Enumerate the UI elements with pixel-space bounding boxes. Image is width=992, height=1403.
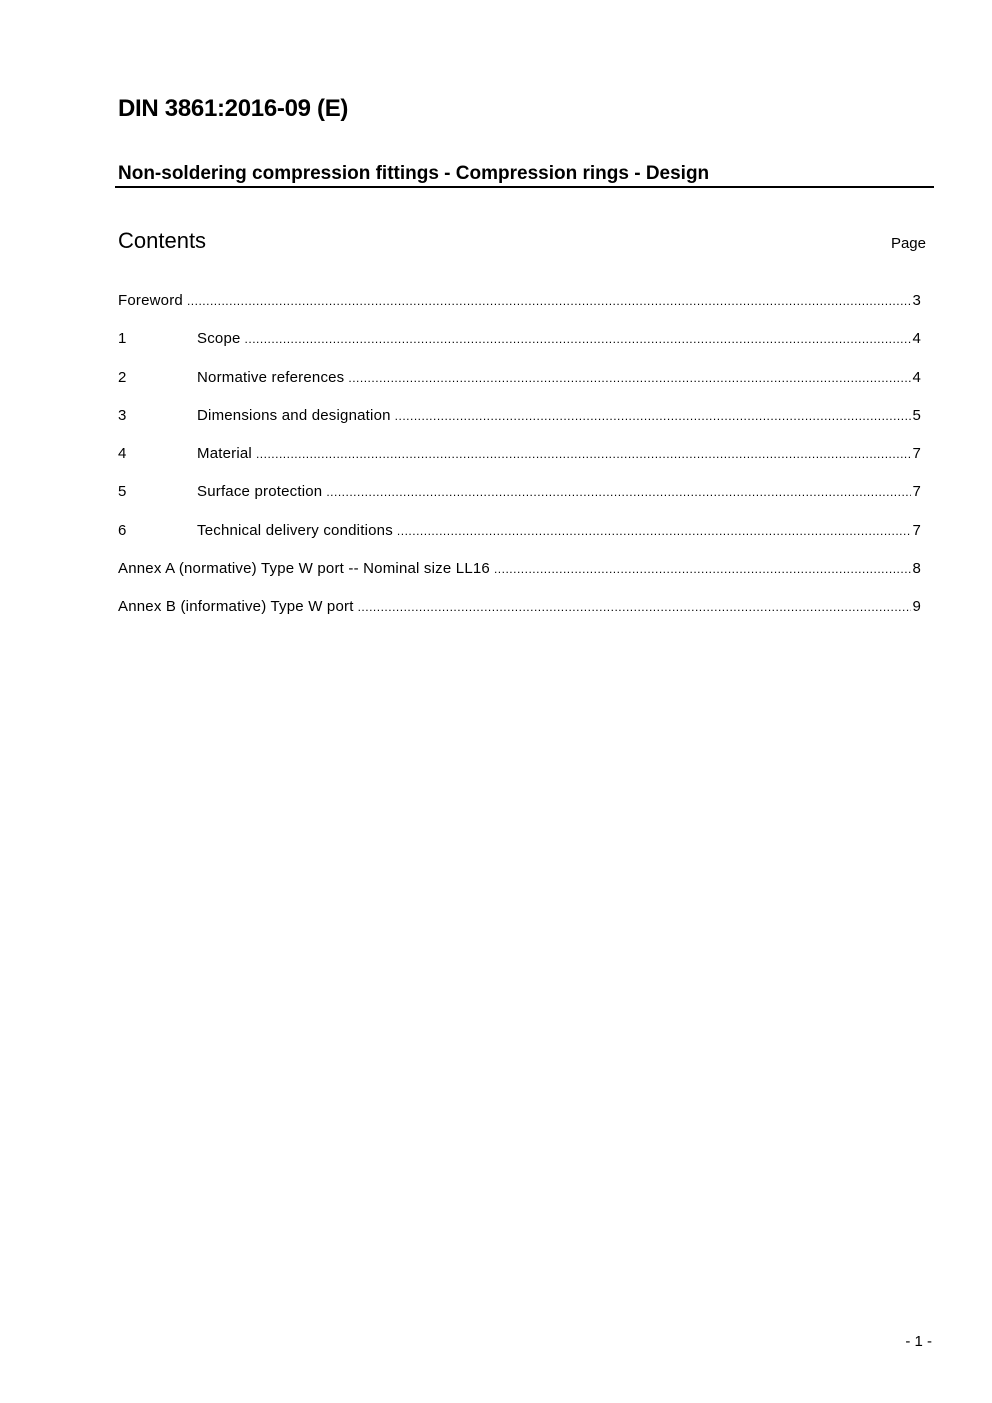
toc-entry-number: 3 — [118, 406, 127, 424]
toc-leader-dots — [358, 596, 912, 618]
page-column-heading: Page — [890, 235, 926, 252]
toc-leader-dots — [256, 443, 912, 465]
toc-entry-page: 7 — [912, 483, 921, 501]
toc-leader-dots — [348, 367, 911, 389]
toc-entry-page: 3 — [912, 292, 921, 309]
toc-entry-foreword[interactable] — [118, 290, 921, 328]
toc-entry-page: 9 — [912, 598, 921, 616]
toc-entry-number: 2 — [118, 368, 127, 386]
page-number-footer: - 1 - — [905, 1333, 932, 1350]
toc-leader-dots — [395, 405, 912, 427]
toc-entry-page: 5 — [912, 406, 921, 424]
toc-entry-page: 7 — [912, 521, 921, 539]
toc-entry-label: Scope — [197, 330, 241, 348]
document-subtitle: Non-soldering compression fittings - Compression rings - Design — [118, 163, 710, 184]
toc-leader-dots — [245, 328, 912, 350]
toc-leader-dots — [494, 558, 912, 580]
document-title: DIN 3861:2016-09 (E) — [118, 95, 349, 122]
toc-entry-label: Surface protection — [197, 483, 323, 501]
toc-entry-page: 8 — [912, 560, 921, 578]
subtitle-underline — [115, 186, 934, 188]
toc-entry-label: Annex A (normative) Type W port -- Nominal size LL16 — [118, 560, 490, 578]
toc-entry-number: 4 — [118, 445, 127, 463]
toc-entry-annex-a[interactable] — [118, 558, 921, 596]
toc-entry-number: 6 — [118, 521, 127, 539]
table-of-contents — [118, 290, 921, 635]
toc-entry-delivery-conditions[interactable] — [118, 520, 921, 558]
toc-entry-page: 4 — [912, 330, 921, 348]
toc-entry-number: 1 — [118, 330, 127, 348]
toc-leader-dots — [187, 290, 911, 312]
toc-entry-page: 4 — [912, 368, 921, 386]
toc-entry-annex-b[interactable] — [118, 596, 921, 634]
toc-entry-label: Material — [197, 445, 252, 463]
toc-entry-label: Foreword — [118, 292, 183, 309]
toc-entry-number: 5 — [118, 483, 127, 501]
toc-entry-material[interactable] — [118, 443, 921, 481]
contents-heading: Contents — [118, 228, 207, 253]
toc-entry-surface-protection[interactable] — [118, 481, 921, 519]
toc-entry-scope[interactable] — [118, 328, 921, 366]
toc-entry-normative-references[interactable] — [118, 367, 921, 405]
toc-leader-dots — [326, 481, 911, 503]
toc-entry-dimensions[interactable] — [118, 405, 921, 443]
toc-leader-dots — [397, 520, 912, 542]
toc-entry-label: Dimensions and designation — [197, 406, 391, 424]
toc-entry-label: Normative references — [197, 368, 345, 386]
toc-entry-label: Technical delivery conditions — [197, 521, 393, 539]
toc-entry-page: 7 — [912, 445, 921, 463]
toc-entry-label: Annex B (informative) Type W port — [118, 598, 354, 616]
